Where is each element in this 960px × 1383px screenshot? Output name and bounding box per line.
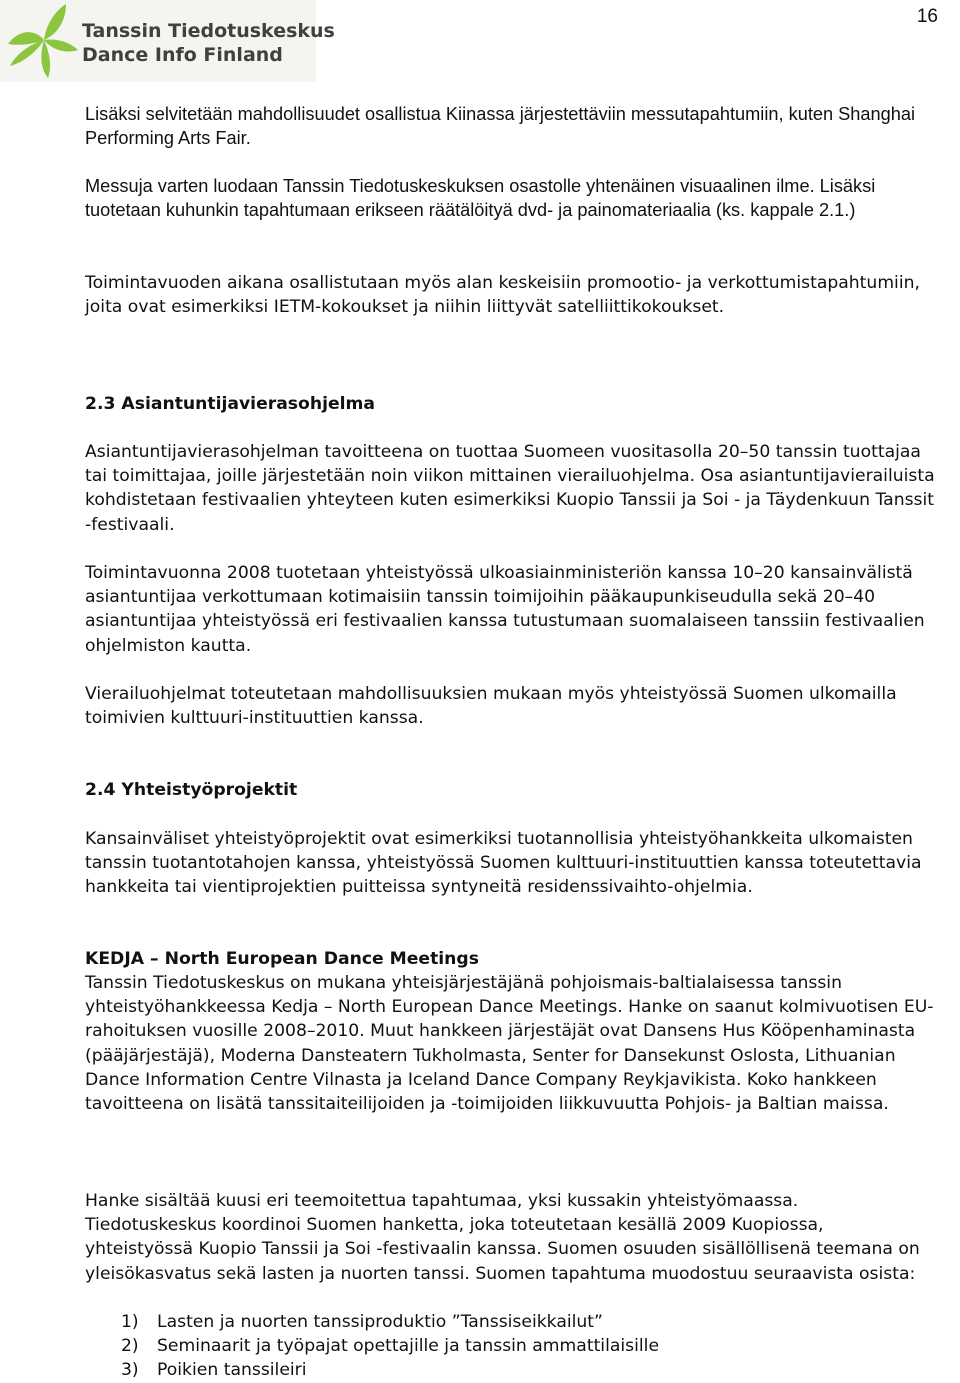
paragraph-2008-program: Toimintavuonna 2008 tuotetaan yhteistyössä ulkoasiainministeriön kanssa 10–20 kansainvälistä asiantuntijaa verkottumaan kotimaisiin tanssin toimijoihin pääkaupunkiseudulla sekä 20–40 asiantuntijaa yhteistyössä eri festivaalien kanssa tutustumaan suomalaiseen tanssiin festivaalien ohjelmiston kautta. [85,563,925,656]
list-item-text: Lasten ja nuorten tanssiproduktio ”Tanssiseikkailut” [157,1312,603,1332]
logo-title: Tanssin Tiedotuskeskus [82,20,335,42]
paragraph-cooperation-projects: Kansainväliset yhteistyöprojektit ovat esimerkiksi tuotannollisia yhteistyöhankkeita ulkomaisten tanssin tuotantotahojen kanssa, yhteistyössä Suomen kulttuuri-instituuttien kanssa toteutettavia hankkeita tai vientiprojektien puitteissa syntyneitä residenssivaihto-ohjelmia. [85,829,922,898]
page-number: 16 [916,6,938,27]
list-item-number: 2) [121,1336,139,1357]
heading-2-3: 2.3 Asiantuntijavierasohjelma [85,394,376,414]
heading-2-4: 2.4 Yhteistyöprojektit [85,780,298,800]
logo-leaves-icon [0,0,82,82]
paragraph-expert-visitors: Asiantuntijavierasohjelman tavoitteena on tuottaa Suomeen vuositasolla 20–50 tanssin tuottajaa tai toimittajaa, joille järjestetään noin viikon mittainen vierailuohjelma. Osa asiantuntijavierailuista kohdistetaan festivaalien yhteyteen kuten esimerkiksi Kuopio Tanssii ja Soi - ja Täydenkuun Tanssit -festivaali. [85,442,935,535]
paragraph-visual-identity: Messuja varten luodaan Tanssin Tiedotuskeskuksen osastolle yhtenäinen visuaalinen ilme. Lisäksi tuotetaan kuhunkin tapahtumaan erikseen räätälöityä dvd- ja painomateriaalia (ks. kappale 2.1.) [85,176,876,221]
event-parts-list [121,1310,659,1383]
logo [0,0,335,82]
paragraph-kedja-intro: Tanssin Tiedotuskeskus on mukana yhteisjärjestäjänä pohjoismais-baltialaisessa tanssin yhteistyöhankkeessa Kedja – North European Dance Meetings. Hanke on saanut kolmivuotisen EU-rahoituksen vuosille 2008–2010. Muut hankkeen järjestäjät ovat Dansens Hus Kööpenhaminasta (pääjärjestäjä), Moderna Dansteatern Tukholmasta, Senter for Dansekunst Oslosta, Lithuanian Dance Information Centre Vilnasta ja Iceland Dance Company Reykjavikista. Koko hankkeen tavoitteena on lisätä tanssitaiteilijoiden ja -toimijoiden liikkuvuutta Pohjois- ja Baltian maissa. [85,973,934,1115]
logo-subtitle: Dance Info Finland [82,44,283,66]
list-item [121,1334,659,1358]
list-item [121,1310,659,1334]
list-item-number: 1) [121,1312,139,1332]
list-item-text: Seminaarit ja työpajat opettajille ja tanssin ammattilaisille [157,1336,660,1357]
paragraph-china-fairs: Lisäksi selvitetään mahdollisuudet osallistua Kiinassa järjestettäviin messutapahtumiin, kuten Shanghai Performing Arts Fair. [85,104,916,149]
paragraph-kedja-events: Hanke sisältää kuusi eri teemoitettua tapahtumaa, yksi kussakin yhteistyömaassa. Tiedotuskeskus koordinoi Suomen hanketta, joka toteutetaan kesällä 2009 Kuopiossa, yhteistyössä Kuopio Tanssii ja Soi -festivaalin kanssa. Suomen osuuden sisällöllisenä teemana on yleisökasvatus sekä lasten ja nuorten tanssi. Suomen tapahtuma muodostuu seuraavista osista: [85,1191,920,1284]
paragraph-culture-institutes: Vierailuohjelmat toteutetaan mahdollisuuksien mukaan myös yhteistyössä Suomen ulkomailla toimivien kulttuuri-instituuttien kanssa. [85,684,897,729]
paragraph-networking: Toimintavuoden aikana osallistutaan myös alan keskeisiin promootio- ja verkottumistapahtumiin, joita ovat esimerkiksi IETM-kokoukset ja niihin liittyvät satelliittikokoukset. [85,273,920,318]
list-item-number: 3) [121,1360,139,1381]
heading-kedja: KEDJA – North European Dance Meetings [85,949,479,969]
list-item-text: Poikien tanssileiri [157,1360,307,1381]
